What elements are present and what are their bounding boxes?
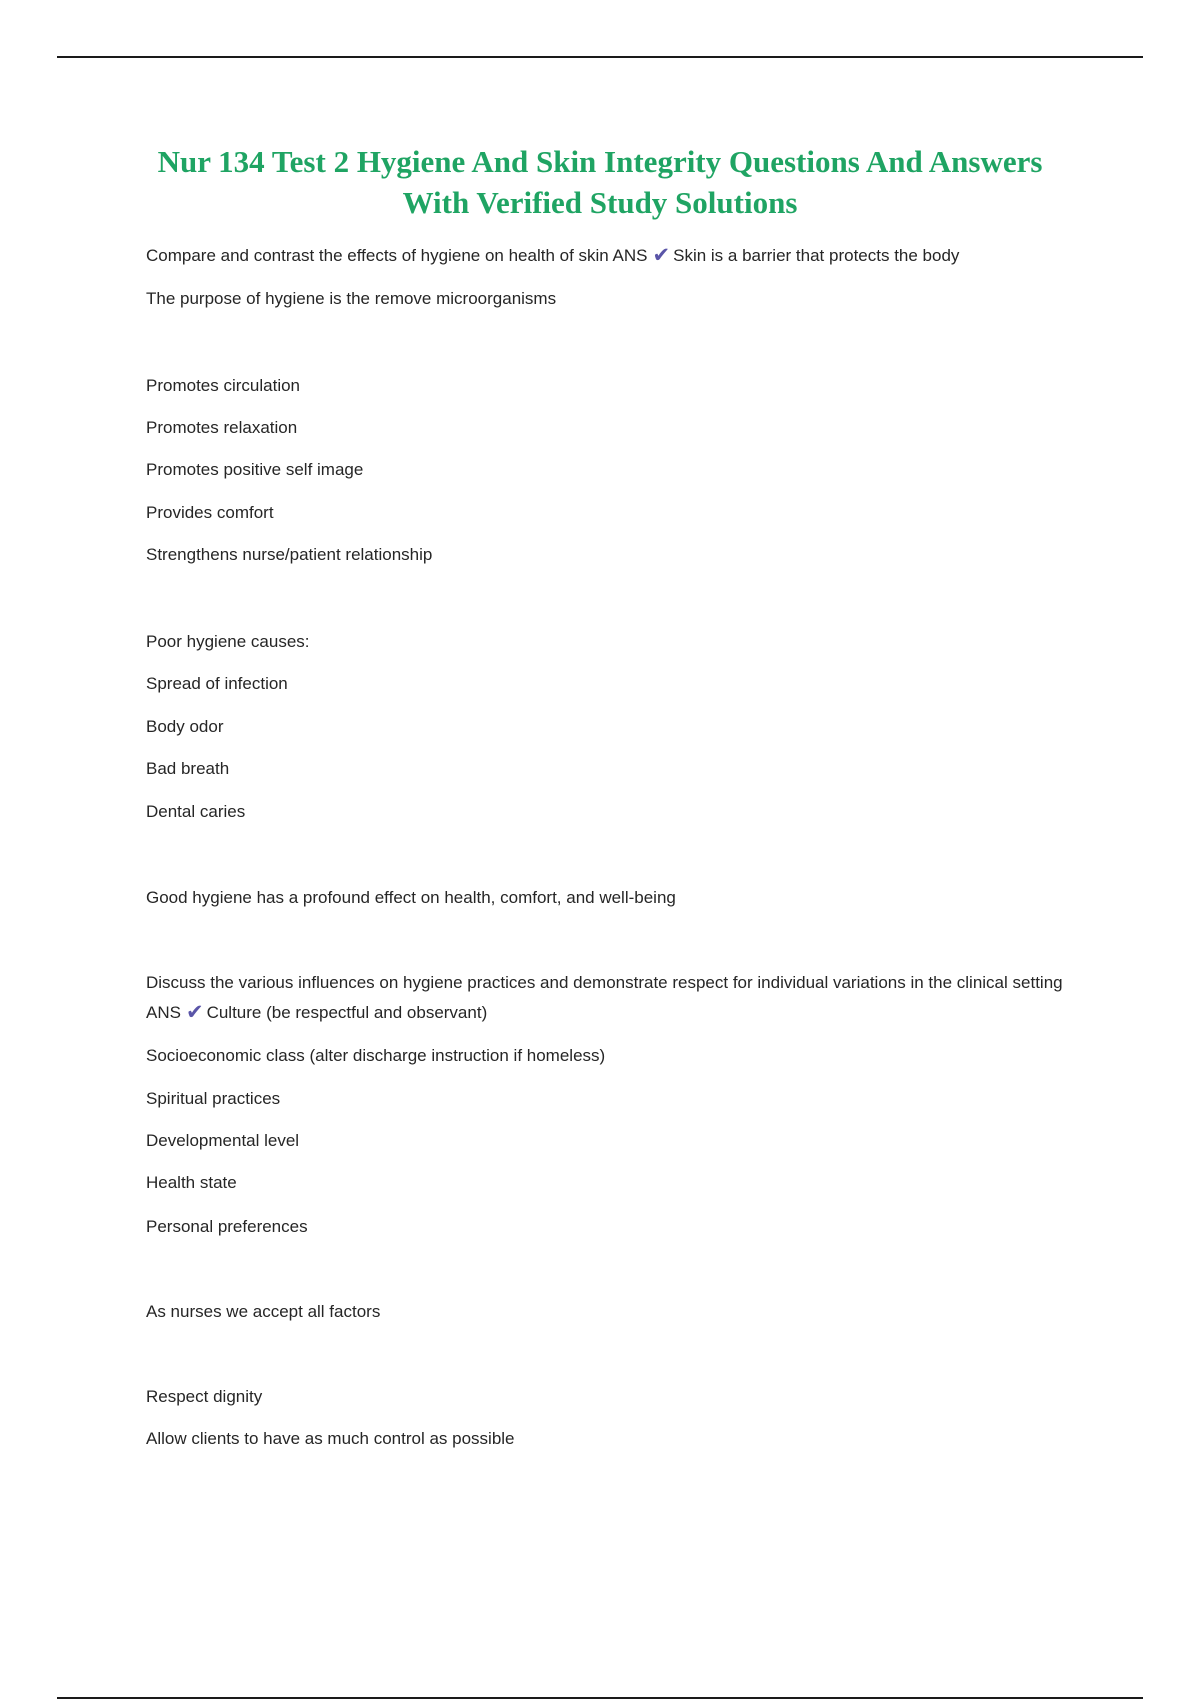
list-item: Personal preferences	[146, 1217, 308, 1236]
question-1-text: Compare and contrast the effects of hygiene on health of skin ANS	[146, 246, 648, 265]
list-item: As nurses we accept all factors	[146, 1302, 381, 1321]
list-item: Strengthens nurse/patient relationship	[146, 545, 433, 564]
question-1	[146, 241, 959, 271]
list-item: Dental caries	[146, 802, 246, 821]
list-item: Health state	[146, 1173, 237, 1192]
list-heading: Poor hygiene causes:	[146, 632, 310, 651]
list-item: Body odor	[146, 717, 224, 736]
list-item: Promotes circulation	[146, 376, 301, 395]
list-item: Provides comfort	[146, 503, 274, 522]
list-item: Developmental level	[146, 1131, 300, 1150]
list-item: Bad breath	[146, 759, 230, 778]
title-line-1: Nur 134 Test 2 Hygiene And Skin Integrity Questions And Answers	[157, 144, 1043, 179]
document-title	[100, 141, 1100, 223]
list-item: Promotes positive self image	[146, 460, 364, 479]
list-item: Good hygiene has a profound effect on health, comfort, and well-being	[146, 888, 676, 907]
answer-1-text: Skin is a barrier that protects the body	[673, 246, 960, 265]
header-rule	[57, 56, 1143, 58]
checkmark-icon: ✔	[185, 1001, 204, 1024]
list-item: Promotes relaxation	[146, 418, 298, 437]
answer-2-text: Culture (be respectful and observant)	[206, 1003, 488, 1022]
question-2	[146, 968, 1086, 1028]
list-item: Respect dignity	[146, 1387, 263, 1406]
footer-rule	[57, 1697, 1143, 1699]
question-2-text: Discuss the various influences on hygiene practices and demonstrate respect for individual variations in the clinical setting ANS	[146, 973, 1063, 1022]
checkmark-icon: ✔	[652, 244, 671, 267]
list-item: Spiritual practices	[146, 1089, 281, 1108]
list-item: Socioeconomic class (alter discharge instruction if homeless)	[146, 1046, 606, 1065]
list-item: Spread of infection	[146, 674, 288, 693]
list-item: Allow clients to have as much control as possible	[146, 1429, 515, 1448]
list-item: The purpose of hygiene is the remove microorganisms	[146, 289, 557, 308]
title-line-2: With Verified Study Solutions	[402, 185, 798, 220]
